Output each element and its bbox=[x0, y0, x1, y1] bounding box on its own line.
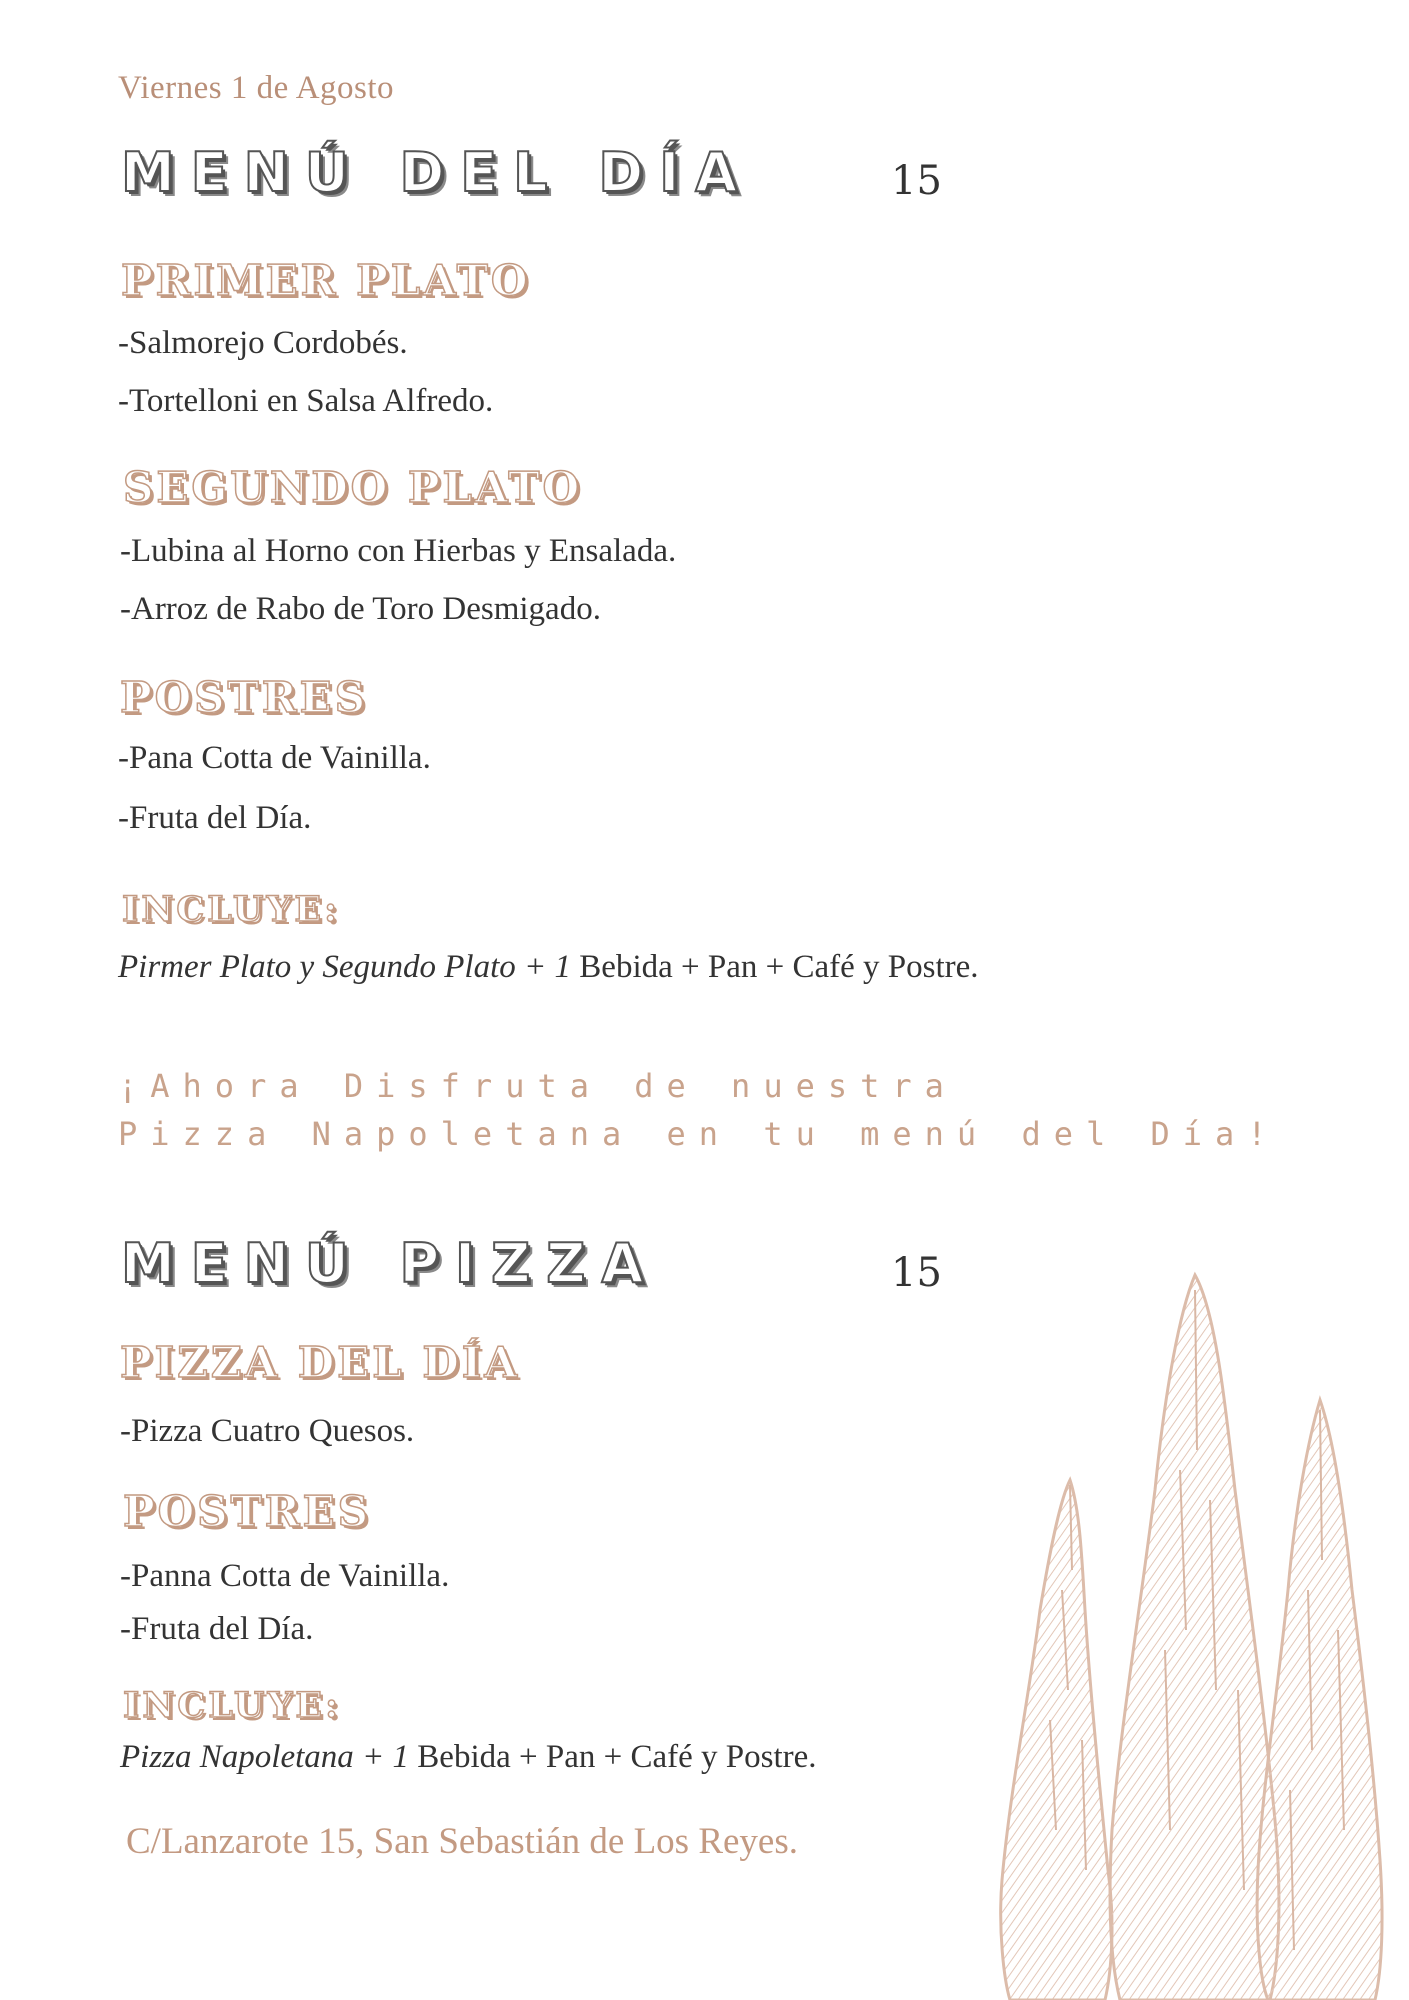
menu-date: Viernes 1 de Agosto bbox=[118, 70, 395, 106]
menu-item: -Tortelloni en Salsa Alfredo. bbox=[118, 383, 494, 419]
section-primer-plato: PRIMER PLATO bbox=[121, 256, 531, 305]
menu-pizza-price: 15 bbox=[891, 1250, 942, 1296]
section-postres-pizza: POSTRES bbox=[123, 1487, 372, 1536]
includes-italic: Pirmer Plato y Segundo Plato + 1 bbox=[118, 949, 572, 985]
includes-rest: Bebida + Pan + Café y Postre. bbox=[571, 949, 979, 985]
menu-dia-title: MENÚ DEL DÍA bbox=[121, 141, 754, 204]
menu-item: -Salmorejo Cordobés. bbox=[118, 325, 408, 361]
menu-item: -Pizza Cuatro Quesos. bbox=[120, 1413, 415, 1449]
menu-item: -Pana Cotta de Vainilla. bbox=[118, 740, 431, 776]
promo-text bbox=[118, 1062, 1280, 1158]
promo-line-1: ¡Ahora Disfruta de nuestra bbox=[118, 1067, 957, 1105]
menu-item: -Fruta del Día. bbox=[118, 800, 312, 836]
includes-text bbox=[118, 949, 979, 986]
menu-dia-price: 15 bbox=[891, 158, 942, 204]
section-postres: POSTRES bbox=[120, 673, 369, 722]
section-incluye: INCLUYE: bbox=[122, 889, 341, 930]
includes-rest: Bebida + Pan + Café y Postre. bbox=[409, 1739, 817, 1775]
promo-line-2: Pizza Napoletana en tu menú del Día! bbox=[118, 1115, 1280, 1153]
section-segundo-plato: SEGUNDO PLATO bbox=[123, 463, 583, 512]
address: C/Lanzarote 15, San Sebastián de Los Reyes. bbox=[126, 1821, 798, 1862]
section-incluye-pizza: INCLUYE: bbox=[123, 1685, 342, 1726]
menu-item: -Fruta del Día. bbox=[120, 1611, 314, 1647]
cypress-trees-icon bbox=[990, 1270, 1390, 2000]
includes-text bbox=[120, 1739, 817, 1776]
menu-item: -Panna Cotta de Vainilla. bbox=[120, 1558, 450, 1594]
section-pizza-del-dia: PIZZA DEL DÍA bbox=[120, 1338, 520, 1387]
menu-item: -Lubina al Horno con Hierbas y Ensalada. bbox=[120, 533, 677, 569]
menu-item: -Arroz de Rabo de Toro Desmigado. bbox=[120, 591, 601, 627]
includes-italic: Pizza Napoletana + 1 bbox=[120, 1739, 410, 1775]
menu-pizza-title: MENÚ PIZZA bbox=[121, 1232, 660, 1295]
